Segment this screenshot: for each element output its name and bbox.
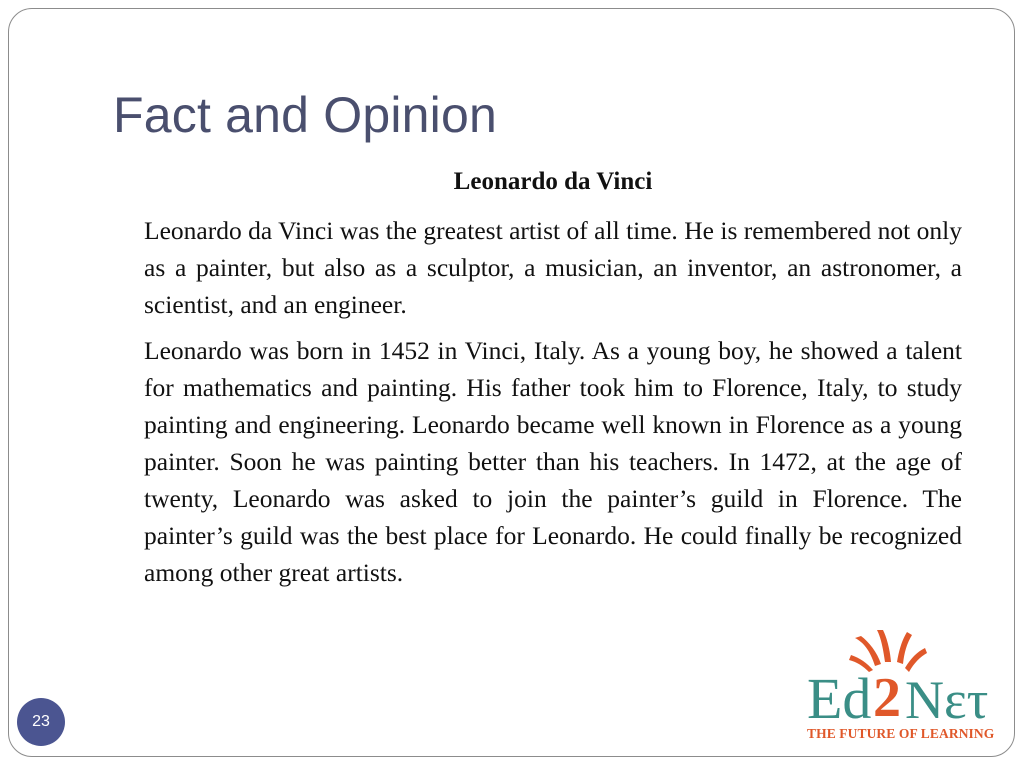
- logo-ed-text: Ed: [807, 666, 872, 728]
- article-paragraph-1: Leonardo da Vinci was the greatest artist of all time. He is remembered not only as a painter, but also as a sculptor, a musician, an inventor, an astronomer, a scientist, and an engineer.: [144, 216, 962, 319]
- slide-number-badge: [17, 698, 65, 746]
- article-heading: Leonardo da Vinci: [453, 168, 653, 195]
- slide-number: 23: [32, 713, 50, 730]
- logo-tagline: THE FUTURE OF LEARNING: [807, 726, 995, 741]
- article-paragraph-2: Leonardo was born in 1452 in Vinci, Italy. As a young boy, he showed a talent for mathematics and painting. His father took him to Florence, Italy, to study painting and engineering. Leonardo became well known in Florence as a young painter. Soon he was painting better than his teachers. In 1472, at the age of twenty, Leonardo was asked to join the painter’s guild in Florence. The painter’s guild was the best place for Leonardo. He could finally be recognized among other great artists.: [144, 336, 962, 587]
- logo-two-text: 2: [873, 667, 901, 728]
- ed2net-logo: [805, 628, 1010, 746]
- slide-title: Fact and Opinion: [113, 87, 497, 143]
- ed2net-logo-graphic: [805, 628, 1010, 728]
- logo-net-text: Nετ: [905, 670, 989, 728]
- article-body: [144, 212, 962, 600]
